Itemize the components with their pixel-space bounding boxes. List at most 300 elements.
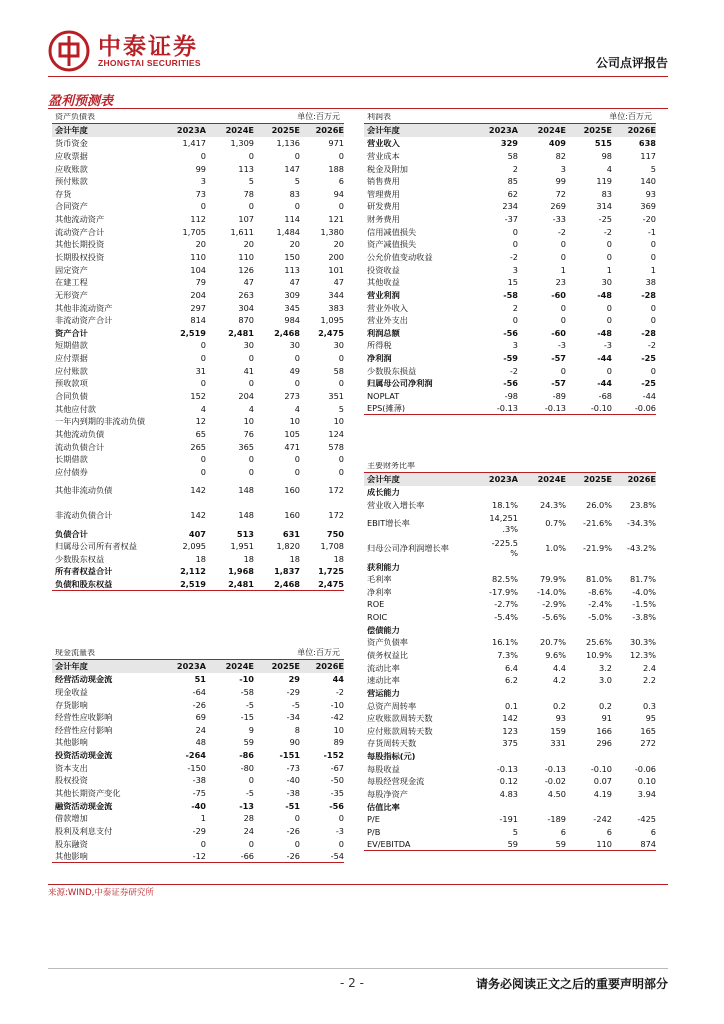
table-row [52,787,344,800]
page-number: - 2 - [340,976,364,990]
row-value: 3 [512,264,518,275]
row-value: 2,519 [180,327,206,338]
header-year: 2026E [627,474,656,485]
row-value: 2,095 [182,541,206,552]
row-label: 其他流动负债 [55,429,105,439]
row-value: 30 [601,277,612,288]
table-row [52,188,344,201]
row-value: 4.19 [593,789,612,800]
header-year: 2023A [488,125,518,136]
row-value: 24.3% [539,499,566,510]
table-row [52,724,344,737]
financial-ratios-table [364,460,656,851]
row-value: -40 [286,775,300,786]
row-label: 销售费用 [367,177,400,186]
row-label: 债务权益比 [367,650,408,660]
row-value: 110 [190,251,206,262]
row-value: 0.2 [598,700,612,711]
row-value: -29 [192,825,206,836]
row-value: 296 [596,738,612,749]
row-value: 0 [200,353,206,364]
table-row [364,674,656,687]
row-value: -25 [598,214,612,225]
table-row [52,453,344,466]
row-label: 应付账款 [55,366,88,375]
row-value: 20 [333,239,344,250]
row-value: 0 [338,378,344,389]
table-row [52,540,344,553]
row-value: 113 [238,163,254,174]
table-row [364,301,656,314]
row-value: 121 [328,214,344,225]
row-value: 18 [243,553,254,564]
row-value: -8.6% [588,586,612,597]
row-value: 4.4 [552,662,566,673]
row-label: 财务费用 [367,215,400,224]
row-label: 负债合计 [55,529,88,538]
row-value: -1 [647,226,656,237]
row-value: 101 [328,264,344,275]
row-value: 114 [284,214,300,225]
row-value: 89 [333,737,344,748]
table-row [52,175,344,188]
row-value: -21.6% [583,518,612,529]
row-value: 345 [284,302,300,313]
row-value: 5 [294,176,300,187]
row-label: 股利及利息支付 [55,826,113,836]
row-value: 30 [289,340,300,351]
header-year: 2025E [583,125,612,136]
row-value: 126 [238,264,254,275]
row-value: 18 [195,553,206,564]
row-value: 0 [248,378,254,389]
row-value: 0 [200,150,206,161]
row-label: 应付债券 [55,467,88,477]
row-value: -5.4% [494,612,518,623]
row-value: 38 [645,277,656,288]
row-value: -59 [503,353,518,364]
row-value: -73 [286,762,300,773]
row-label: 信用减值损失 [367,227,417,236]
table-row [52,749,344,762]
row-label: 合同负债 [55,392,88,401]
row-value: 142 [502,713,518,724]
row-value: 24 [243,825,254,836]
row-value: 160 [284,485,300,496]
table-row [52,711,344,724]
row-value: -3.8% [632,612,656,623]
row-value: 0 [200,454,206,465]
row-label: 非流动负债合计 [55,510,113,520]
row-value: 3.0 [598,675,612,686]
row-value: -4.0% [632,586,656,597]
row-value: 8 [294,724,300,735]
row-label: EPS(摊薄) [367,404,406,413]
table-row [52,673,344,686]
row-label: EV/EBITDA [367,840,411,849]
row-value: 329 [500,138,518,149]
row-value: -2 [647,340,656,351]
row-value: -58 [240,686,254,697]
row-value: 1,820 [276,541,300,552]
table-unit: 单位:百万元 [609,112,652,121]
table-row [52,761,344,774]
row-value: 0 [248,454,254,465]
row-value: 234 [502,201,518,212]
row-value: 44 [332,674,344,685]
table-row [52,339,344,352]
row-value: -425 [637,814,656,825]
row-label: 合同资产 [55,202,88,211]
row-value: 123 [502,725,518,736]
row-value: 0.7% [545,518,566,529]
row-value: -2.9% [542,599,566,610]
row-value: -48 [597,289,612,300]
row-value: 5 [650,163,656,174]
table-row [52,440,344,453]
income-statement-table [364,111,656,415]
row-value: 0 [248,353,254,364]
row-label: 营业收入增长率 [367,500,425,510]
row-label: 存货影响 [55,700,88,709]
row-label: EBIT增长率 [367,519,410,528]
row-value: 1.0% [545,542,566,553]
row-value: -191 [499,814,518,825]
row-label: 投资收益 [367,265,400,274]
row-value: 4.50 [547,789,566,800]
row-value: -2 [557,226,566,237]
row-value: -2.4% [588,599,612,610]
row-value: 79.9% [539,574,566,585]
row-value: 1,725 [318,566,344,577]
table-row [364,137,656,150]
row-value: 0 [606,315,612,326]
table-row [364,200,656,213]
row-value: 1,951 [230,541,254,552]
row-label: 净利率 [367,587,392,596]
row-value: -0.13 [544,403,566,414]
row-value: 124 [328,428,344,439]
row-value: -50 [330,775,344,786]
row-value: 59 [243,737,254,748]
row-value: 12.3% [629,649,656,660]
row-value: -0.06 [634,403,656,414]
table-row [52,238,344,251]
header-year: 2023A [176,125,206,136]
row-label: 每股经营现金流 [367,777,425,786]
table-row [52,365,344,378]
row-value: -21.9% [583,542,612,553]
row-label: 估值比率 [367,802,400,811]
table-row [364,213,656,226]
row-value: 2 [512,302,518,313]
table-row [52,428,344,441]
row-value: -34 [286,712,300,723]
row-value: 309 [284,289,300,300]
row-value: -98 [504,391,518,402]
row-value: 0 [200,201,206,212]
row-value: 62 [507,188,518,199]
table-row [364,737,656,750]
table-row [364,712,656,725]
header-year: 2024E [537,474,566,485]
row-value: -0.02 [544,776,566,787]
row-value: 150 [284,251,300,262]
row-value: 82.5% [491,574,518,585]
row-value: 165 [640,725,656,736]
row-value: 204 [238,391,254,402]
row-value: 1,705 [182,226,206,237]
table-header-row [364,473,656,486]
table-section-row [364,623,656,636]
row-value: 3 [512,340,518,351]
table-row [364,276,656,289]
row-value: 0 [338,813,344,824]
row-label: 其他长期资产变化 [55,788,121,798]
row-label: 营业外支出 [367,316,408,325]
header-label: 会计年度 [55,126,88,135]
row-value: 6 [606,826,612,837]
row-value: -56 [503,378,518,389]
row-value: 0 [338,353,344,364]
row-value: -1.5% [632,599,656,610]
row-value: 0 [248,150,254,161]
row-value: 0 [560,239,566,250]
row-value: -0.13 [544,763,566,774]
source-note: 来源:WIND,中泰证券研究所 [48,888,154,898]
row-value: 409 [548,138,566,149]
row-value: 1,380 [320,226,344,237]
row-value: 104 [190,264,206,275]
row-label: 利润总额 [367,328,400,338]
row-value: 0 [294,201,300,212]
row-value: 0 [560,315,566,326]
table-row [52,565,344,578]
row-value: 148 [238,509,254,520]
row-label: 获利能力 [367,562,400,571]
row-value: 0 [338,201,344,212]
row-value: -38 [286,787,300,798]
row-value: 147 [284,163,300,174]
row-value: 58 [333,365,344,376]
table-row [364,150,656,163]
row-value: -0.06 [634,763,656,774]
row-value: -42 [330,712,344,723]
row-value: -48 [597,327,612,338]
company-logo [48,26,248,74]
row-label: 其他长期投资 [55,240,105,249]
row-label: 无形资产 [55,290,88,300]
row-value: 814 [190,315,206,326]
cash-flow-table [52,647,344,863]
row-value: 31 [195,365,206,376]
row-value: 0 [200,378,206,389]
row-value: -242 [593,814,612,825]
row-value: 4.83 [499,789,518,800]
row-value: 1,309 [230,138,254,149]
row-value: -2 [603,226,612,237]
row-label: 归属母公司净利润 [367,379,433,388]
row-value: 59 [555,839,566,850]
row-value: -3 [335,825,344,836]
table-row [364,586,656,599]
row-value: 4 [248,403,254,414]
row-value: 172 [328,509,344,520]
header-year: 2023A [488,474,518,485]
table-caption-row [364,460,656,473]
row-value: -28 [641,289,656,300]
row-label: 管理费用 [367,189,400,198]
row-value: -2.7% [494,599,518,610]
row-value: -0.10 [590,763,612,774]
row-value: 18 [289,553,300,564]
row-value: -33 [552,214,566,225]
row-value: -89 [552,391,566,402]
row-value: 0 [606,365,612,376]
row-value: 0.12 [499,776,518,787]
row-value: 23 [555,277,566,288]
row-value: 971 [328,138,344,149]
row-label: 固定资产 [55,265,88,274]
row-label: 融资活动现金流 [55,801,113,810]
row-value: 0 [338,466,344,477]
row-value: 30.3% [629,637,656,648]
table-row [52,698,344,711]
row-value: 5 [248,176,254,187]
row-value: -44 [597,353,612,364]
table-section-row [364,560,656,573]
row-value: -80 [240,762,254,773]
row-value: 0 [338,838,344,849]
row-value: 870 [238,315,254,326]
row-label: 股权投资 [55,776,88,785]
table-section-row [364,687,656,700]
row-value: 0 [650,365,656,376]
row-value: 265 [190,441,206,452]
row-label: 研发费用 [367,202,400,211]
row-value: 107 [238,214,254,225]
table-row [52,837,344,850]
row-label: 借款增加 [55,814,88,823]
table-row [364,238,656,251]
row-value: 99 [555,176,566,187]
row-value: -75 [192,787,206,798]
row-value: 0 [650,315,656,326]
zhongtai-logo-icon [48,30,90,72]
row-value: -0.13 [496,763,518,774]
row-value: 0.1 [504,700,518,711]
row-value: -86 [239,750,254,761]
row-value: 0 [294,378,300,389]
row-value: 148 [238,485,254,496]
row-label: 资本支出 [55,763,88,772]
row-label: 资产负债率 [367,638,408,647]
table-row [52,390,344,403]
row-value: 0 [294,150,300,161]
row-label: 应收票据 [55,151,88,161]
row-value: -43.2% [627,542,656,553]
row-label: 公允价值变动收益 [367,252,433,262]
table-row [52,200,344,213]
row-value: 1,417 [182,138,206,149]
row-value: 0 [200,466,206,477]
row-value: 0 [560,365,566,376]
table-row [364,390,656,403]
row-label: 每股收益 [367,764,400,773]
row-value: 3.2 [598,662,612,673]
footer-divider [48,968,668,969]
row-value: 18.1% [491,499,518,510]
row-value: 273 [284,391,300,402]
row-label: 一年内到期的非流动负债 [55,417,146,426]
table-row [364,636,656,649]
table-section-row [364,750,656,763]
row-value: 638 [638,138,656,149]
table-row [364,162,656,175]
row-label: 归母公司净利润增长率 [367,543,449,553]
table-row [364,188,656,201]
header-label: 会计年度 [367,475,400,484]
table-row [364,339,656,352]
table-row [52,686,344,699]
row-value: 25.6% [585,637,612,648]
row-label: 经营性应付影响 [55,725,113,734]
row-label: 毛利率 [367,575,392,584]
table-row [364,499,656,512]
row-value: -225.5 % [491,537,518,559]
row-value: 83 [601,188,612,199]
document-type: 公司点评报告 [595,56,668,70]
row-label: 存货 [55,189,72,198]
row-value: -5.6% [542,612,566,623]
row-value: -20 [642,214,656,225]
row-value: -67 [330,762,344,773]
row-label: 现金收益 [55,687,88,697]
table-row [52,503,344,528]
row-value: 0.07 [593,776,612,787]
table-row [364,649,656,662]
row-label: 短期借款 [55,341,88,350]
row-label: 应收账款 [55,164,88,173]
header-year: 2025E [271,661,300,672]
row-value: 304 [238,302,254,313]
table-row [52,162,344,175]
row-value: 331 [550,738,566,749]
row-value: 20.7% [539,637,566,648]
row-value: 0 [560,302,566,313]
table-row [364,725,656,738]
row-value: 58 [507,150,518,161]
header-year: 2026E [315,661,344,672]
row-label: 其他非流动负债 [55,486,113,495]
table-row [52,825,344,838]
row-value: -25 [641,353,656,364]
logo-cn-text: 中泰证券 [98,34,198,60]
section-title: 盈利预测表 [48,94,114,109]
row-value: 1,484 [276,226,300,237]
row-label: 股东融资 [55,839,88,848]
row-value: 112 [190,214,206,225]
table-unit: 单位:百万元 [297,648,340,657]
row-value: -17.9% [489,586,518,597]
table-caption: 利润表 [367,113,391,121]
row-value: 6.2 [504,675,518,686]
row-value: 3 [200,176,206,187]
table-row [364,611,656,624]
row-label: 少数股东损益 [367,366,417,375]
row-value: 0 [338,454,344,465]
table-row [364,598,656,611]
